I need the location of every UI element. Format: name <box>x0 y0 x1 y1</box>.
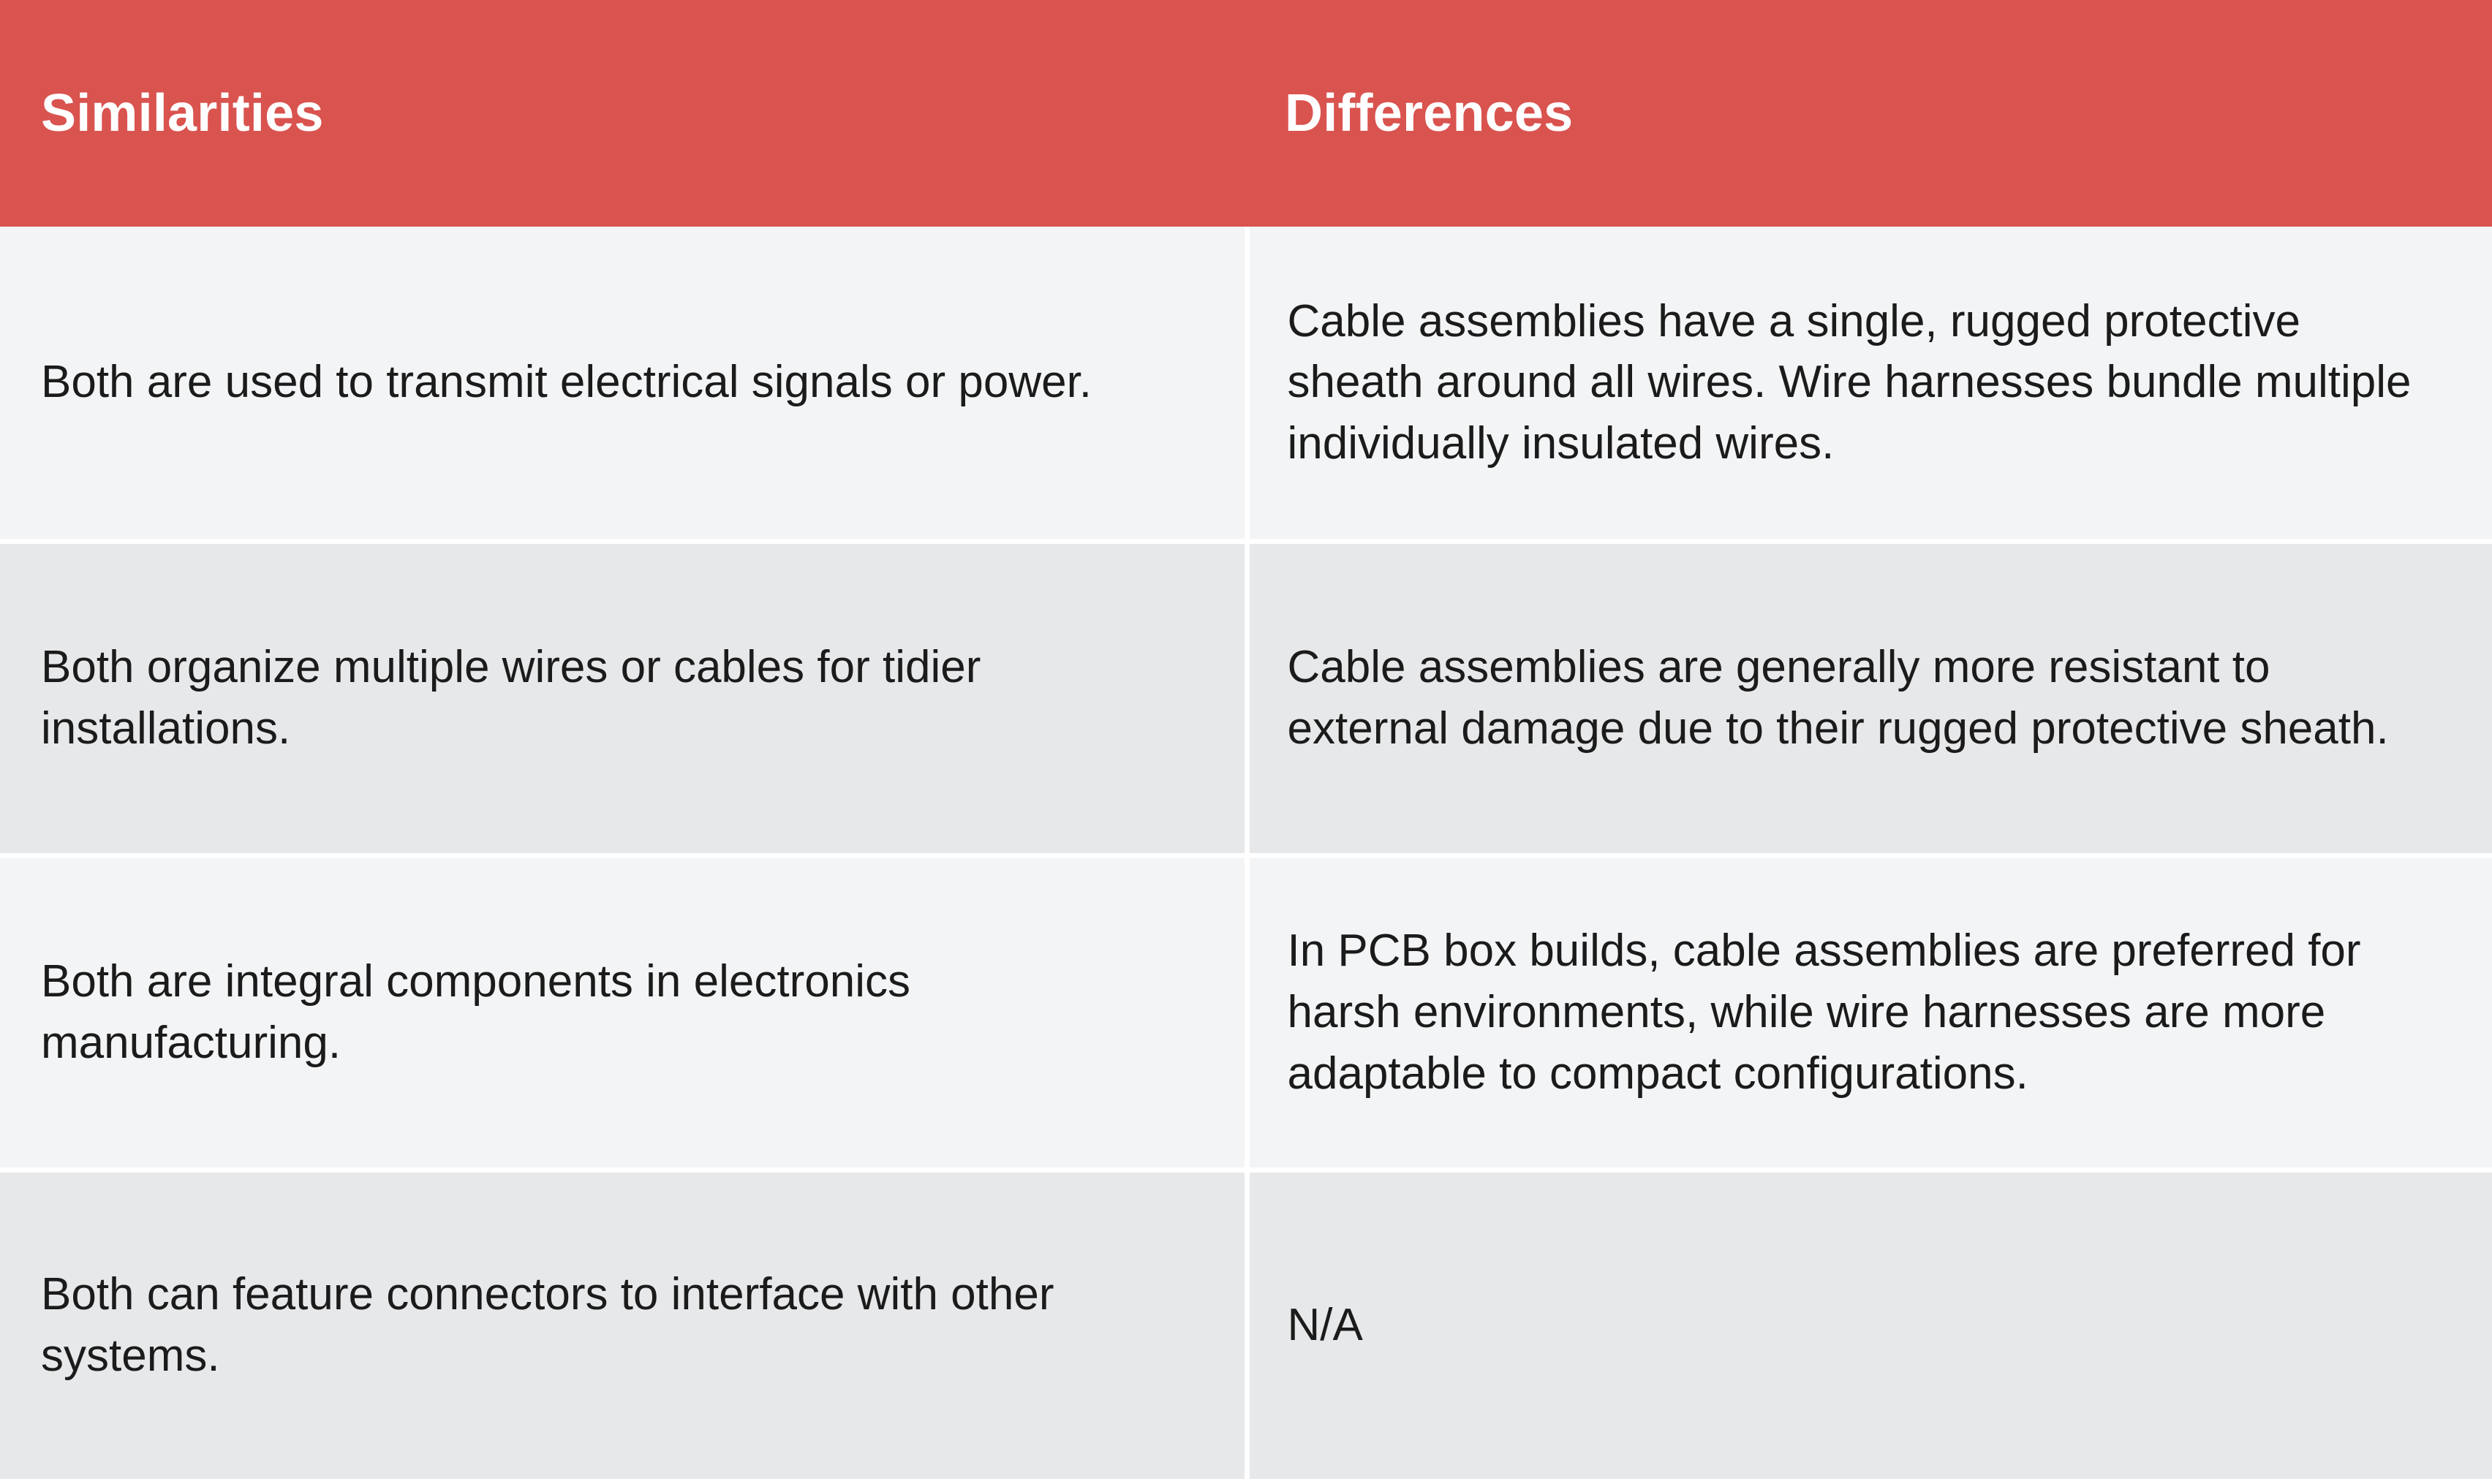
table-row <box>0 541 2492 855</box>
difference-cell: In PCB box builds, cable assemblies are preferred for harsh environments, while wire harnesses are more adaptable to compact configurations. <box>1247 855 2492 1170</box>
header-row <box>0 0 2492 227</box>
difference-cell: N/A <box>1247 1170 2492 1481</box>
table-row <box>0 227 2492 541</box>
column-header-similarities: Similarities <box>0 0 1247 227</box>
similarity-cell: Both can feature connectors to interface with other systems. <box>0 1170 1247 1481</box>
similarity-cell: Both are used to transmit electrical signals or power. <box>0 227 1247 541</box>
column-header-differences: Differences <box>1247 0 2492 227</box>
difference-cell: Cable assemblies have a single, rugged protective sheath around all wires. Wire harnesses bundle multiple individually insulated wires. <box>1247 227 2492 541</box>
similarity-cell: Both are integral components in electronics manufacturing. <box>0 855 1247 1170</box>
table-body <box>0 227 2492 1481</box>
table-row <box>0 855 2492 1170</box>
table-header <box>0 0 2492 227</box>
table-row <box>0 1170 2492 1481</box>
similarity-cell: Both organize multiple wires or cables for tidier installations. <box>0 541 1247 855</box>
difference-cell: Cable assemblies are generally more resistant to external damage due to their rugged protective sheath. <box>1247 541 2492 855</box>
